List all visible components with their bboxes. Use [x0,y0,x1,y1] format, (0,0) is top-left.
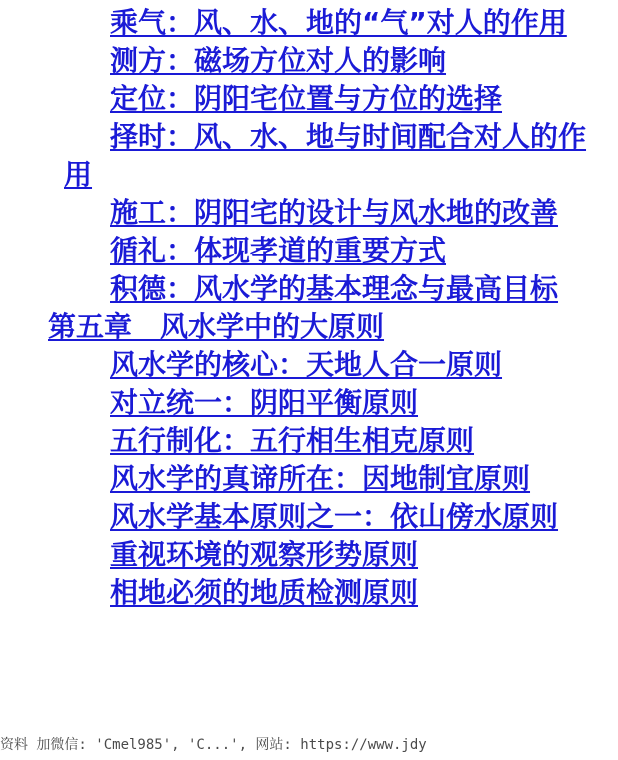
toc-link-dizhi[interactable]: 相地必须的地质检测原则 [110,576,419,609]
toc-link-dingwei[interactable]: 定位：阴阳宅位置与方位的选择 [110,82,503,115]
toc-link-shigong[interactable]: 施工：阴阳宅的设计与风水地的改善 [110,196,559,229]
toc-link-yishanbangshui[interactable]: 风水学基本原则之一：依山傍水原则 [110,500,559,533]
watermark-text: 资料 加微信: 'Cmel985', 'C...', 网站: https://www.jdy [0,737,427,753]
toc-link-jide[interactable]: 积德：风水学的基本理念与最高目标 [110,272,559,305]
toc-link-chengqi[interactable]: 乘气：风、水、地的“气”对人的作用 [110,6,567,39]
toc-link-tiandiren[interactable]: 风水学的核心：天地人合一原则 [110,348,503,381]
table-of-contents [0,4,600,612]
toc-link-wuxing[interactable]: 五行制化：五行相生相克原则 [110,424,475,457]
toc-link-zeshi[interactable]: 择时：风、水、地与时间配合对人的作用 [64,120,587,191]
toc-link-yinyang[interactable]: 对立统一：阴阳平衡原则 [110,386,419,419]
toc-link-yindizhiyi[interactable]: 风水学的真谛所在：因地制宜原则 [110,462,531,495]
toc-link-chapter-five[interactable]: 第五章 风水学中的大原则 [48,310,385,343]
toc-link-xunli[interactable]: 循礼：体现孝道的重要方式 [110,234,447,267]
toc-link-xingshi[interactable]: 重视环境的观察形势原则 [110,538,419,571]
toc-link-cefang[interactable]: 测方：磁场方位对人的影响 [110,44,447,77]
